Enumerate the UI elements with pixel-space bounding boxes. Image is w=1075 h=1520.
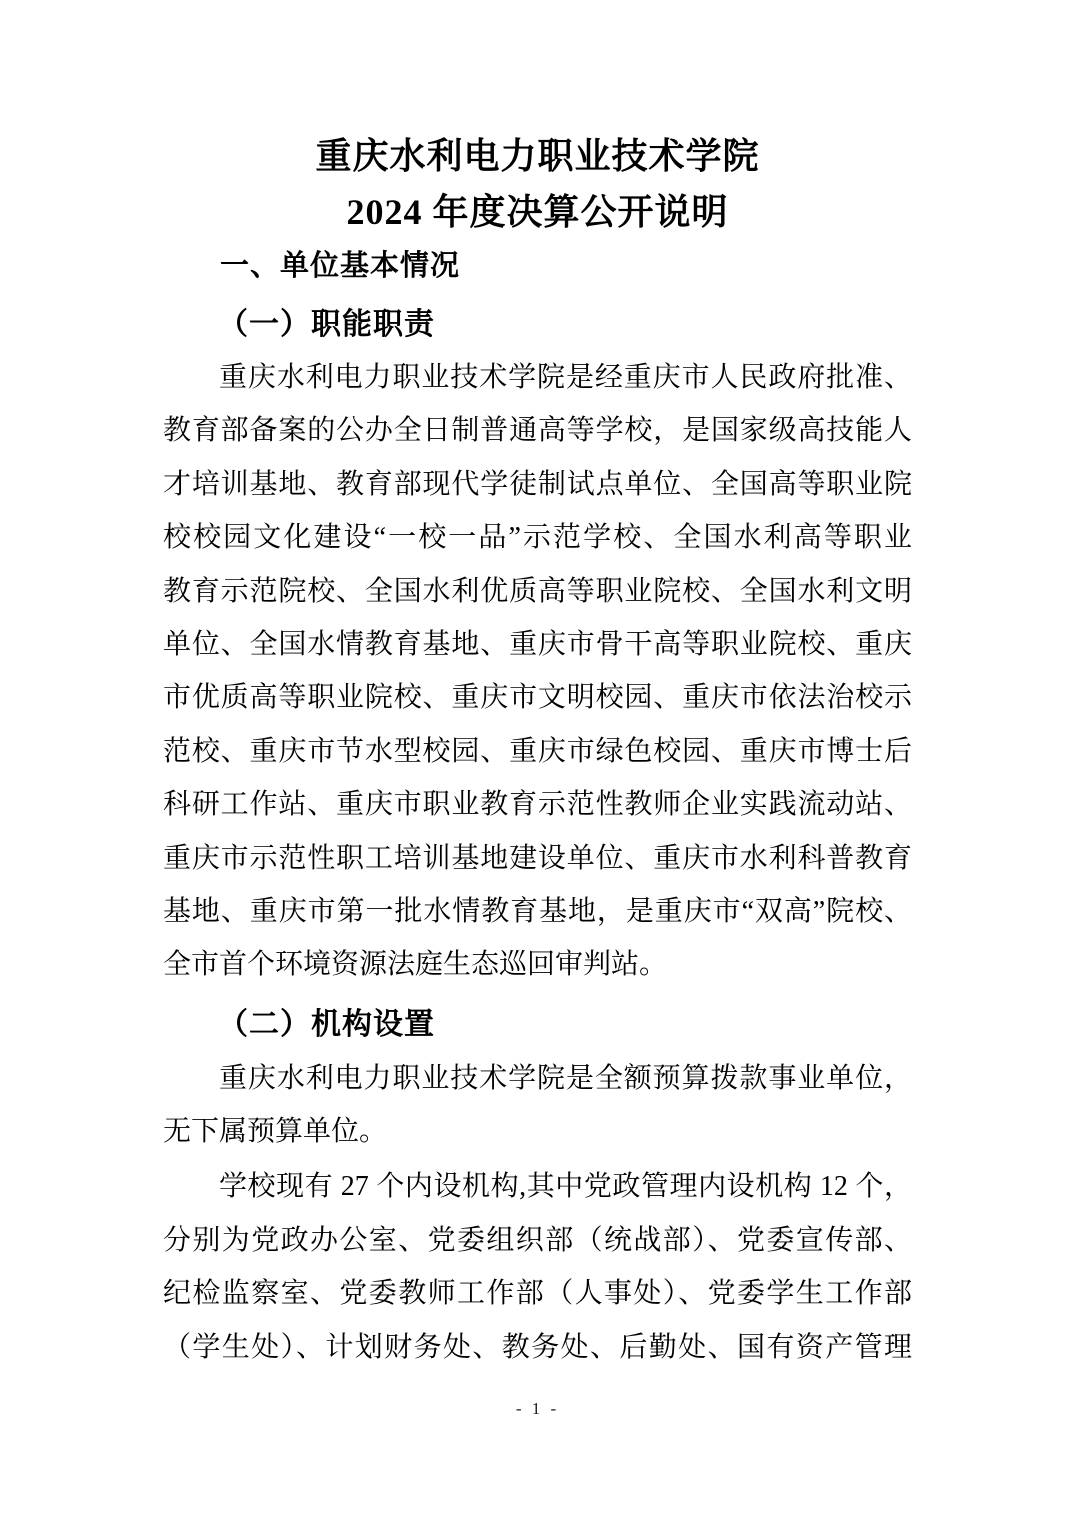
body-line: 范校、重庆市节水型校园、重庆市绿色校园、重庆市博士后 [163,735,912,767]
body-line: 学校现有 27 个内设机构,其中党政管理内设机构 12 个， [219,1171,912,1203]
document-title-line-1: 重庆水利电力职业技术学院 [315,136,760,176]
body-line: 教育示范院校、全国水利优质高等职业院校、全国水利文明 [163,575,912,607]
page-number: - 1 - [515,1399,560,1418]
paragraph-budget-unit [163,1052,912,1159]
body-line: 重庆水利电力职业技术学院是经重庆市人民政府批准、 [219,362,912,393]
document-title-line-2: 2024 年度决算公开说明 [346,192,729,232]
body-line: （学生处）、计划财务处、教务处、后勤处、国有资产管理 [163,1331,912,1363]
body-line: 基地、重庆市第一批水情教育基地，是重庆市“双高”院校、 [163,895,912,927]
subsection-heading-organization: （二）机构设置 [218,1007,435,1041]
body-line: 科研工作站、重庆市职业教育示范性教师企业实践流动站、 [163,789,912,821]
paragraph-internal-organs [163,1160,912,1374]
body-line: 无下属预算单位。 [163,1116,388,1148]
document-title [163,128,912,240]
subsection-heading-functions: （一）职能职责 [218,308,435,341]
body-line: 才培训基地、教育部现代学徒制试点单位、全国高等职业院 [163,468,912,500]
body-line: 纪检监察室、党委教师工作部（人事处）、党委学生工作部 [163,1278,912,1310]
body-line: 市优质高等职业院校、重庆市文明校园、重庆市依法治校示 [163,682,912,714]
body-line: 单位、全国水情教育基地、重庆市骨干高等职业院校、重庆 [163,628,912,660]
body-line: 教育部备案的公办全日制普通高等学校，是国家级高技能人 [163,415,912,447]
document-content [0,128,1075,1374]
body-line: 重庆水利电力职业技术学院是全额预算拨款事业单位， [219,1062,912,1094]
body-line: 全市首个环境资源法庭生态巡回审判站。 [163,949,668,981]
body-line: 分别为党政办公室、党委组织部（统战部）、党委宣传部、 [163,1224,912,1256]
body-line: 校校园文化建设“一校一品”示范学校、全国水利高等职业 [163,522,912,554]
paragraph-functions [163,351,912,992]
section-heading-basic-info: 一、单位基本情况 [220,250,461,282]
body-line: 重庆市示范性职工培训基地建设单位、重庆市水利科普教育 [163,842,912,874]
